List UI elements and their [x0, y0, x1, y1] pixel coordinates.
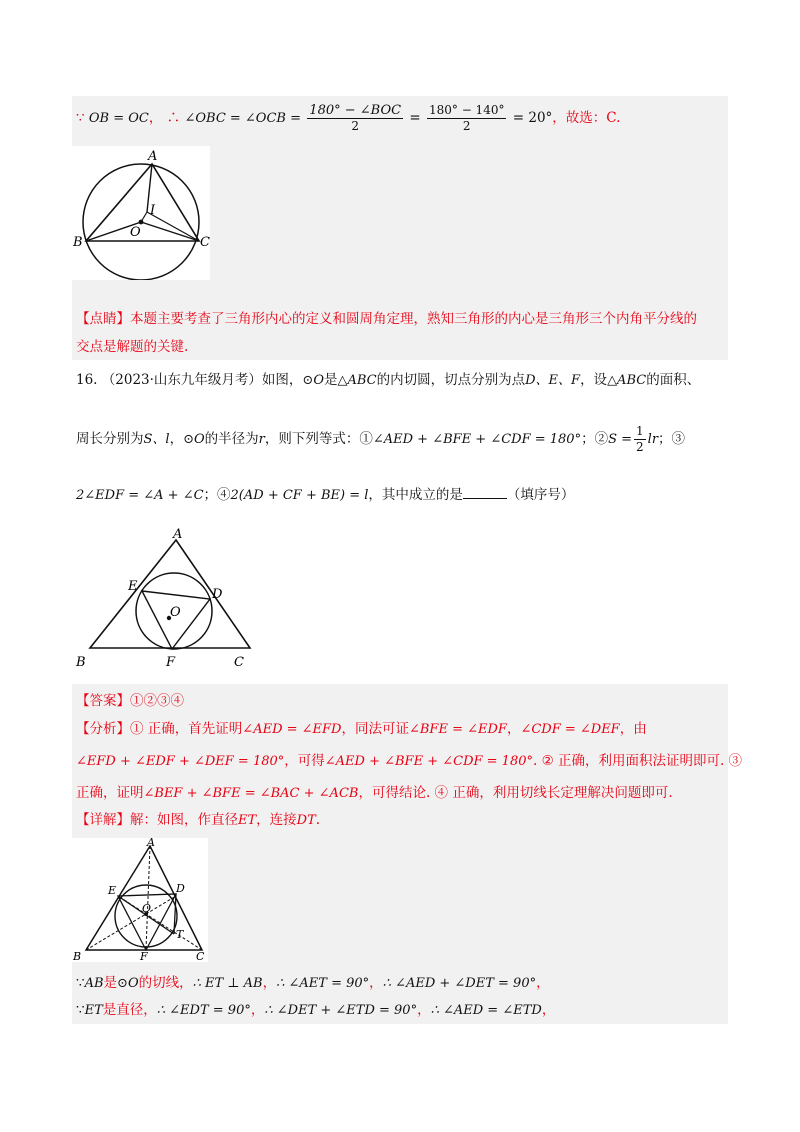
- comment-line-2: [76, 337, 188, 357]
- fig3-label-t: T: [176, 928, 184, 941]
- fig3-triangle: [86, 846, 202, 950]
- proof-sep-6: ，: [541, 1002, 556, 1018]
- question-line-3: [76, 484, 574, 506]
- half-fraction: [634, 424, 646, 455]
- fraction-one: [307, 103, 403, 134]
- fraction-one-denominator: 2: [351, 119, 359, 133]
- proof-line-1: [76, 973, 550, 994]
- analysis-line-1: [76, 719, 647, 740]
- proof-eq-3: ∴ ∠AED + ∠DET = 90°: [382, 976, 537, 991]
- proof-et: ET: [84, 1003, 103, 1018]
- detail-text-c: .: [315, 812, 321, 828]
- area-s-eq: S =: [608, 432, 633, 447]
- fig2-label-c: C: [234, 655, 244, 670]
- analysis-eq-3: ∠CDF = ∠DEF: [520, 722, 620, 737]
- lr-term: lr: [647, 432, 659, 447]
- fraction-one-numerator: 180° − ∠BOC: [309, 103, 402, 118]
- figure-one: [72, 146, 210, 280]
- analysis-text-2a: ，可得: [284, 753, 325, 769]
- fig1-center-dot: [139, 220, 144, 225]
- analysis-text-1c: ，: [506, 721, 521, 737]
- fig1-label-i: I: [150, 203, 156, 218]
- figure-three: [72, 838, 208, 962]
- fig2-label-f: F: [166, 655, 176, 670]
- comment-line-1: [76, 309, 697, 329]
- proof-sep-3: ，: [536, 975, 550, 991]
- question-text-2f: ；③: [658, 431, 686, 447]
- comment-text-2: 交点是解题的关键.: [76, 339, 189, 355]
- analysis-eq-6: ∠BEF + ∠BFE = ∠BAC + ∠ACB: [143, 786, 359, 801]
- circle-o-symbol: ⊙O: [302, 373, 324, 388]
- fraction-two-numerator: 180° − 140°: [428, 103, 505, 117]
- question-text-3b: ，其中成立的是: [368, 487, 463, 503]
- answer-line: [76, 691, 184, 711]
- analysis-text-3a: 正确，证明: [76, 785, 144, 801]
- question-text-1e: 的面积、: [646, 372, 701, 388]
- figure-two: [72, 528, 256, 672]
- question-text-1d: ，设: [580, 372, 608, 388]
- half-denominator: 2: [636, 440, 644, 454]
- fig3-label-b: B: [73, 950, 82, 962]
- fig3-label-o: O: [142, 902, 152, 915]
- analysis-eq-2: ∠BFE = ∠EDF: [408, 722, 507, 737]
- proof-eq-1: ∴ ET ⊥ AB: [192, 976, 263, 991]
- proof-eq-6: ∴ ∠AED = ∠ETD: [430, 1003, 542, 1018]
- comment-text-1: 本题主要考查了三角形内心的定义和圆周角定理，熟知三角形的内心是三角形三个内角平分线的: [130, 311, 697, 327]
- fig1-label-a: A: [148, 149, 158, 164]
- fig3-label-a: A: [147, 838, 155, 849]
- analysis-text-1b: ，同法可证: [341, 721, 409, 737]
- detail-et: ET: [238, 813, 257, 828]
- analysis-line-2: [76, 751, 742, 772]
- analysis-text-2b: . ② 正确，利用面积法证明即可. ③: [532, 753, 743, 769]
- top-solution-line: [76, 103, 620, 134]
- figure-one-svg: [72, 146, 210, 280]
- eq-angle-obc: ∠OBC = ∠OCB =: [184, 111, 301, 126]
- question-text-2c: 的半径为: [204, 431, 259, 447]
- detail-tag: 【详解】: [76, 812, 130, 828]
- question-text-2a: 周长分别为: [76, 431, 144, 447]
- fig2-label-o: O: [170, 605, 181, 620]
- detail-dt: DT: [296, 813, 316, 828]
- eq-ob-oc: OB = OC: [88, 111, 149, 126]
- proof-text-1c: 的切线，: [138, 975, 193, 991]
- answer-value: ①②③④: [130, 693, 184, 709]
- triangle-abc-2: △ABC: [607, 373, 647, 388]
- fig1-label-o: O: [130, 225, 141, 240]
- fig3-label-c: C: [196, 950, 205, 962]
- proof-line-2: [76, 1000, 555, 1021]
- fraction-two-denominator: 2: [462, 119, 471, 133]
- detail-text-a: 解：如图，作直径: [130, 812, 238, 828]
- s-and-l: S、l: [143, 432, 170, 447]
- proof-because-1: ∵: [76, 975, 85, 991]
- fig2-label-d: D: [212, 587, 223, 602]
- proof-eq-4: ∴ ∠EDT = 90°: [156, 1003, 251, 1018]
- proof-sep-4: ，: [250, 1002, 265, 1018]
- fig1-triangle: [86, 164, 199, 241]
- proof-eq-2: ∴ ∠AET = 90°: [276, 976, 370, 991]
- proof-ab: AB: [84, 976, 104, 991]
- fig1-label-c: C: [200, 235, 210, 250]
- fig3-label-f: F: [140, 950, 148, 962]
- radius-r: r: [258, 432, 265, 447]
- fig2-inner-triangle: [142, 591, 210, 649]
- question-text-1b: 是: [323, 372, 338, 388]
- circle-o-symbol-2: ⊙O: [183, 432, 205, 447]
- proof-circle-o: ⊙O: [117, 976, 139, 991]
- fig3-label-e: E: [108, 884, 117, 897]
- tangent-points: D、E、F: [525, 373, 581, 388]
- proof-eq-5: ∴ ∠DET + ∠ETD = 90°: [264, 1003, 418, 1018]
- proof-sep-5: ，: [417, 1002, 431, 1018]
- analysis-text-3b: ，可得结论. ④ 正确，利用切线长定理解决问题即可.: [358, 785, 673, 801]
- fig3-dashed-a: [146, 846, 150, 950]
- triangle-abc: △ABC: [337, 373, 377, 388]
- question-line-1: [76, 370, 700, 391]
- figure-two-svg: [72, 528, 256, 672]
- proof-because-2: ∵: [76, 1002, 85, 1018]
- proof-text-2b: 是直径，: [102, 1002, 157, 1018]
- because-symbol: ∵: [76, 110, 85, 126]
- comma: ，: [148, 110, 163, 126]
- equals-sign: =: [409, 110, 421, 126]
- analysis-eq-4: ∠EFD + ∠EDF + ∠DEF = 180°: [76, 754, 285, 769]
- detail-line: [76, 810, 320, 831]
- question-line-2: [76, 424, 685, 455]
- eq-result: = 20°: [512, 110, 553, 126]
- question-text-1c: 的内切圆，切点分别为点: [376, 372, 526, 388]
- analysis-tag: 【分析】: [76, 721, 130, 737]
- equation-4: 2(AD + CF + BE) = l: [230, 488, 369, 503]
- answer-tag: 【答案】: [76, 693, 130, 709]
- detail-text-b: ，连接: [256, 812, 297, 828]
- equation-3: 2∠EDF = ∠A + ∠C: [76, 488, 204, 503]
- question-text-1a: 16. （2023·山东九年级月考）如图，: [76, 372, 303, 388]
- proof-sep-2: ，: [369, 975, 383, 991]
- fig1-label-b: B: [73, 235, 83, 250]
- proof-sep-1: ，: [262, 975, 277, 991]
- equation-1: ∠AED + ∠BFE + ∠CDF = 180°: [372, 432, 582, 447]
- analysis-eq-1: ∠AED = ∠EFD: [242, 722, 342, 737]
- proof-text-1b: 是: [103, 975, 118, 991]
- analysis-text-1a: ① 正确，首先证明: [130, 721, 243, 737]
- fig2-label-b: B: [76, 655, 86, 670]
- question-text-2e: ；②: [581, 431, 609, 447]
- question-text-3a: ；④: [203, 487, 231, 503]
- question-text-2b: ，: [169, 431, 184, 447]
- question-text-3c: （填序号）: [506, 487, 575, 503]
- answer-choice-text: ，故选：C.: [552, 110, 621, 126]
- analysis-eq-5: ∠AED + ∠BFE + ∠CDF = 180°: [324, 754, 533, 769]
- answer-blank: [463, 484, 507, 499]
- therefore-symbol: ∴: [166, 110, 181, 126]
- fraction-two: [427, 103, 507, 134]
- question-text-2d: ，则下列等式：①: [264, 431, 373, 447]
- fig2-label-a: A: [173, 528, 183, 542]
- fig2-label-e: E: [128, 579, 138, 594]
- analysis-text-1d: ，由: [619, 721, 647, 737]
- analysis-line-3: [76, 783, 673, 804]
- figure-three-svg: [72, 838, 208, 962]
- fig3-label-d: D: [176, 882, 185, 895]
- half-numerator: 1: [636, 424, 644, 438]
- comment-tag: 【点睛】: [76, 311, 130, 327]
